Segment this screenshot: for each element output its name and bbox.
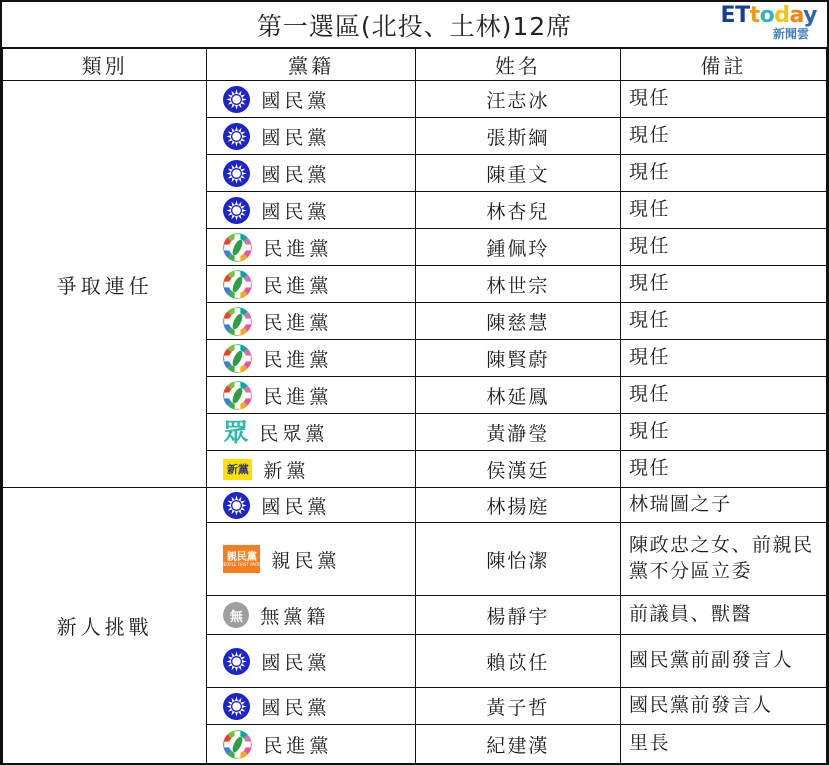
- logo-letter: T: [735, 3, 750, 28]
- title-row: [2, 2, 827, 48]
- candidate-note: 林瑞圖之子: [620, 488, 826, 523]
- logo-letter: o: [759, 3, 775, 28]
- candidate-note: 陳政忠之女、前親民黨不分區立委: [620, 523, 826, 596]
- candidate-note: 現任: [620, 451, 826, 488]
- party-label: 國民黨: [261, 495, 331, 518]
- candidate-name: 陳賢蔚: [415, 340, 620, 377]
- candidate-name: 張斯綱: [415, 118, 620, 155]
- candidate-note: 現任: [620, 229, 826, 266]
- candidate-note: 現任: [620, 192, 826, 229]
- candidate-note: 現任: [620, 266, 826, 303]
- table-row: [3, 81, 827, 118]
- candidate-note: 前議員、獸醫: [620, 596, 826, 635]
- kmt-party-icon: [223, 123, 250, 150]
- dpp-party-icon: [223, 233, 252, 262]
- candidate-table: [2, 48, 827, 764]
- candidate-name: 賴苡任: [415, 635, 620, 688]
- candidate-note: 國民黨前副發言人: [620, 635, 826, 688]
- candidate-note: 現任: [620, 155, 826, 192]
- party-label: 民進黨: [263, 237, 333, 260]
- candidate-name: 陳慈慧: [415, 303, 620, 340]
- page-title: 第一選區(北投、土林)12席: [256, 11, 573, 41]
- dpp-party-icon: [223, 270, 252, 299]
- column-header-category: 類別: [3, 49, 207, 81]
- candidate-name: 陳重文: [415, 155, 620, 192]
- logo-letter: d: [774, 3, 790, 28]
- kmt-party-icon: [223, 693, 250, 720]
- candidate-name: 林杏兒: [415, 192, 620, 229]
- candidate-name: 林延鳳: [415, 377, 620, 414]
- pfp-logo-text: 親民黨: [226, 551, 257, 563]
- party-label: 民進黨: [263, 348, 333, 371]
- candidate-name: 汪志冰: [415, 81, 620, 118]
- party-label: 民眾黨: [259, 422, 329, 445]
- candidate-note: 國民黨前發言人: [620, 688, 826, 725]
- candidate-note: 現任: [620, 118, 826, 155]
- party-label: 國民黨: [261, 126, 331, 149]
- kmt-party-icon: [223, 160, 250, 187]
- candidate-note: 現任: [620, 377, 826, 414]
- column-header-name: 姓名: [415, 49, 620, 81]
- candidate-name: 林世宗: [415, 266, 620, 303]
- kmt-party-icon: [223, 197, 250, 224]
- party-label: 民進黨: [263, 734, 333, 757]
- ettoday-wordmark: [721, 5, 817, 27]
- candidate-note: 現任: [620, 340, 826, 377]
- new-party-icon: 新黨: [223, 459, 252, 480]
- logo-letter: t: [749, 3, 760, 28]
- party-label: 新黨: [263, 459, 310, 482]
- party-label: 國民黨: [261, 163, 331, 186]
- dpp-party-icon: [223, 381, 252, 410]
- candidate-name: 紀建漢: [415, 725, 620, 764]
- table-row: [3, 488, 827, 523]
- header-row: [3, 49, 827, 81]
- ettoday-subtitle: 新聞雲: [772, 27, 809, 41]
- party-label: 無黨籍: [260, 605, 330, 628]
- logo-letter: a: [789, 3, 804, 28]
- party-label: 民進黨: [263, 274, 333, 297]
- pfp-party-icon: [221, 545, 263, 573]
- party-label: 國民黨: [261, 651, 331, 674]
- pfp-logo-subtext: PEOPLE FIRST PARTY: [221, 561, 263, 567]
- candidate-name: 黃子哲: [415, 688, 620, 725]
- logo-letter: y: [803, 3, 817, 28]
- party-label: 國民黨: [261, 200, 331, 223]
- ettoday-logo: [721, 5, 817, 40]
- category-cell-challengers: 新人挑戰: [3, 488, 207, 764]
- candidate-name: 楊靜宇: [415, 596, 620, 635]
- party-label: 民進黨: [263, 385, 333, 408]
- candidate-name: 侯漢廷: [415, 451, 620, 488]
- independent-party-icon: 無: [223, 602, 249, 628]
- candidate-note: 里長: [620, 725, 826, 764]
- tpp-party-icon: 眾: [223, 417, 249, 447]
- dpp-party-icon: [223, 344, 252, 373]
- column-header-note: 備註: [620, 49, 826, 81]
- candidate-note: 現任: [620, 414, 826, 451]
- kmt-party-icon: [223, 492, 250, 519]
- candidate-name: 林揚庭: [415, 488, 620, 523]
- candidate-note: 現任: [620, 303, 826, 340]
- party-label: 國民黨: [261, 89, 331, 112]
- column-header-party: 黨籍: [207, 49, 415, 81]
- party-label: 國民黨: [261, 696, 331, 719]
- dpp-party-icon: [223, 307, 252, 336]
- candidate-name: 黃瀞瑩: [415, 414, 620, 451]
- dpp-party-icon: [223, 730, 252, 759]
- candidate-name: 鍾佩玲: [415, 229, 620, 266]
- party-label: 親民黨: [271, 549, 341, 572]
- logo-letter: E: [720, 3, 736, 28]
- party-label: 民進黨: [263, 311, 333, 334]
- category-cell-incumbents: 爭取連任: [3, 81, 207, 488]
- candidate-name: 陳怡潔: [415, 523, 620, 596]
- kmt-party-icon: [223, 86, 250, 113]
- kmt-party-icon: [223, 648, 250, 675]
- candidate-note: 現任: [620, 81, 826, 118]
